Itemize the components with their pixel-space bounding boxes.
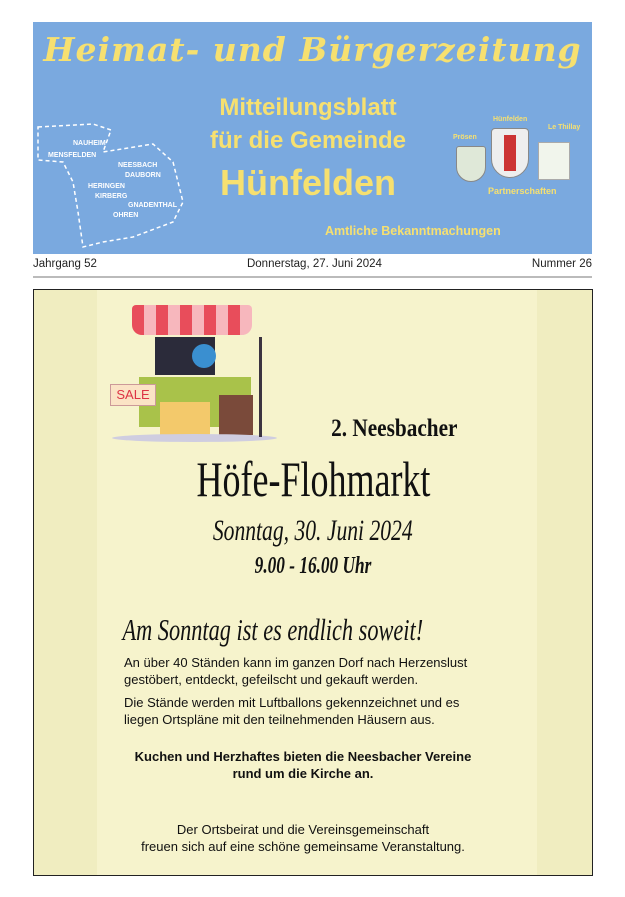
crest-icon [456, 146, 486, 182]
issue-date: Donnerstag, 27. Juni 2024 [246, 258, 382, 270]
municipality-name: Hünfelden [220, 162, 396, 203]
market-stall-illustration [107, 302, 282, 442]
paragraph-line: gestöbert, entdeckt, gefeilscht und gekauft werden. [124, 672, 419, 687]
crest-label: Hünfelden [493, 116, 528, 123]
crest-caption: Partnerschaften [488, 186, 557, 196]
subtitle-line1: Mitteilungsblatt [219, 94, 397, 121]
masthead-title: Heimat- und Bürgerzeitung [43, 30, 582, 69]
dateline [33, 258, 592, 270]
crest-icon [491, 128, 529, 178]
paragraph-line: Die Stände werden mit Luftballons gekennzeichnet und es [124, 695, 460, 710]
event-subtitle: 2. Neesbacher [330, 415, 458, 442]
paragraph-line: Der Ortsbeirat und die Vereinsgemeinschaft [176, 822, 430, 837]
town-label: NAUHEIM [73, 140, 106, 147]
flea-market-poster [33, 289, 593, 876]
event-time: 9.00 - 16.00 Uhr [254, 553, 372, 579]
paragraph-line: Kuchen und Herzhaftes bieten die Neesbacher Vereine [134, 749, 472, 764]
town-label: OHREN [113, 212, 139, 219]
event-date: Sonntag, 30. Juni 2024 [213, 514, 413, 547]
volume: Jahrgang 52 [33, 258, 97, 270]
crest-label: Prösen [453, 134, 477, 141]
subtitle-line2: für die Gemeinde [209, 127, 407, 154]
paragraph-line: liegen Ortspläne mit den teilnehmenden Häusern aus. [124, 712, 435, 727]
headline: Am Sonntag ist es endlich soweit! [122, 612, 424, 647]
town-label: GNADENTHAL [128, 202, 177, 209]
event-title: Höfe-Flohmarkt [196, 451, 430, 507]
crest-label: Le Thillay [548, 124, 581, 131]
crest-icon [538, 142, 570, 180]
paragraph-line: An über 40 Ständen kann im ganzen Dorf nach Herzenslust [124, 655, 468, 670]
sale-sign: SALE [110, 384, 156, 406]
town-label: MENSFELDEN [48, 152, 97, 159]
issue-number: Nummer 26 [531, 258, 592, 270]
partner-crests [448, 110, 588, 200]
masthead-banner [33, 22, 592, 254]
town-label: HERINGEN [88, 183, 125, 190]
town-label: NEESBACH [118, 162, 158, 169]
official-notices-label: Amtliche Bekanntmachungen [325, 224, 501, 238]
town-label: DAUBORN [125, 172, 161, 179]
paragraph-line: rund um die Kirche an. [232, 766, 374, 781]
divider [33, 276, 592, 278]
town-label: KIRBERG [95, 193, 128, 200]
paragraph-line: freuen sich auf eine schöne gemeinsame Veranstaltung. [141, 839, 465, 854]
